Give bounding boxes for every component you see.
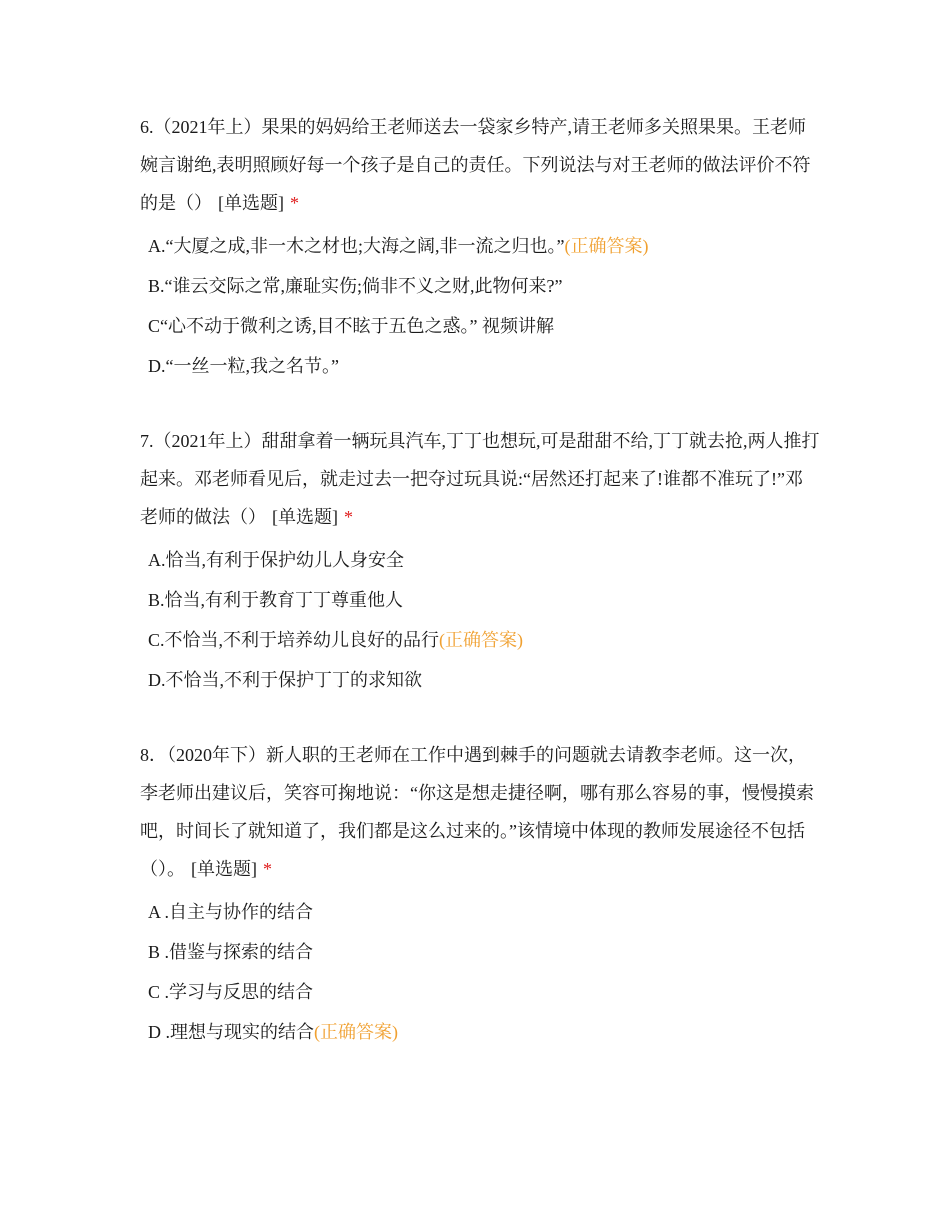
- option-a[interactable]: [148, 892, 820, 932]
- correct-answer-tag: (正确答案): [314, 1022, 398, 1042]
- option-text: B.恰当,有利于教育丁丁尊重他人: [148, 590, 404, 610]
- option-b[interactable]: [148, 266, 820, 306]
- option-d[interactable]: [148, 1012, 820, 1052]
- option-a[interactable]: [148, 540, 820, 580]
- option-text: D.“一丝一粒,我之名节。”: [148, 356, 339, 376]
- option-text: D.不恰当,不利于保护丁丁的求知欲: [148, 670, 422, 690]
- option-a[interactable]: [148, 226, 820, 266]
- option-text: B.“谁云交际之常,廉耻实伤;倘非不义之财,此物何来?”: [148, 276, 563, 296]
- option-list: [140, 892, 820, 1052]
- option-c[interactable]: [148, 306, 820, 346]
- question-text: 6.（2021年上）果果的妈妈给王老师送去一袋家乡特产,请王老师多关照果果。王老师婉言谢绝,表明照顾好每一个孩子是自己的责任。下列说法与对王老师的做法评价不符的是（）: [140, 117, 811, 213]
- option-text: C.不恰当,不利于培养幼儿良好的品行: [148, 630, 440, 650]
- question-stem: [140, 422, 820, 536]
- required-marker: *: [290, 193, 299, 213]
- option-c[interactable]: [148, 620, 820, 660]
- question-7: [140, 422, 820, 700]
- question-text: 8．（2020年下）新人职的王老师在工作中遇到棘手的问题就去请教李老师。这一次，李老师出建议后，笑容可掬地说：“你这是想走捷径啊，哪有那么容易的事，慢慢摸索吧，时间长了就知道了，我们都是这么过来的。”该情境中体现的教师发展途径不包括（）。: [140, 745, 814, 879]
- option-d[interactable]: [148, 346, 820, 386]
- option-text: B .借鉴与探索的结合: [148, 942, 314, 962]
- option-d[interactable]: [148, 660, 820, 700]
- question-stem: [140, 736, 820, 888]
- question-6: [140, 108, 820, 386]
- question-type-label: [单选题]: [191, 859, 257, 879]
- question-stem: [140, 108, 820, 222]
- correct-answer-tag: (正确答案): [564, 236, 649, 256]
- required-marker: *: [263, 859, 272, 879]
- required-marker: *: [344, 507, 353, 527]
- option-text: D .理想与现实的结合: [148, 1022, 314, 1042]
- correct-answer-tag: (正确答案): [439, 630, 524, 650]
- option-list: [140, 226, 820, 386]
- option-text: C“心不动于微利之诱,目不眩于五色之惑。” 视频讲解: [148, 316, 554, 336]
- option-text: A .自主与协作的结合: [148, 902, 314, 922]
- question-type-label: [单选题]: [218, 193, 284, 213]
- question-type-label: [单选题]: [272, 507, 338, 527]
- option-text: A.“大厦之成,非一木之材也;大海之阔,非一流之归也。”: [148, 236, 565, 256]
- option-text: C .学习与反思的结合: [148, 982, 314, 1002]
- document-page: [140, 108, 820, 1088]
- option-c[interactable]: [148, 972, 820, 1012]
- option-b[interactable]: [148, 580, 820, 620]
- question-text: 7.（2021年上）甜甜拿着一辆玩具汽车,丁丁也想玩,可是甜甜不给,丁丁就去抢,两人推打起来。邓老师看见后，就走过去一把夺过玩具说:“居然还打起来了!谁都不准玩了!”邓老师的做法（）: [140, 431, 820, 527]
- option-list: [140, 540, 820, 700]
- question-8: [140, 736, 820, 1052]
- option-text: A.恰当,有利于保护幼儿人身安全: [148, 550, 404, 570]
- option-b[interactable]: [148, 932, 820, 972]
